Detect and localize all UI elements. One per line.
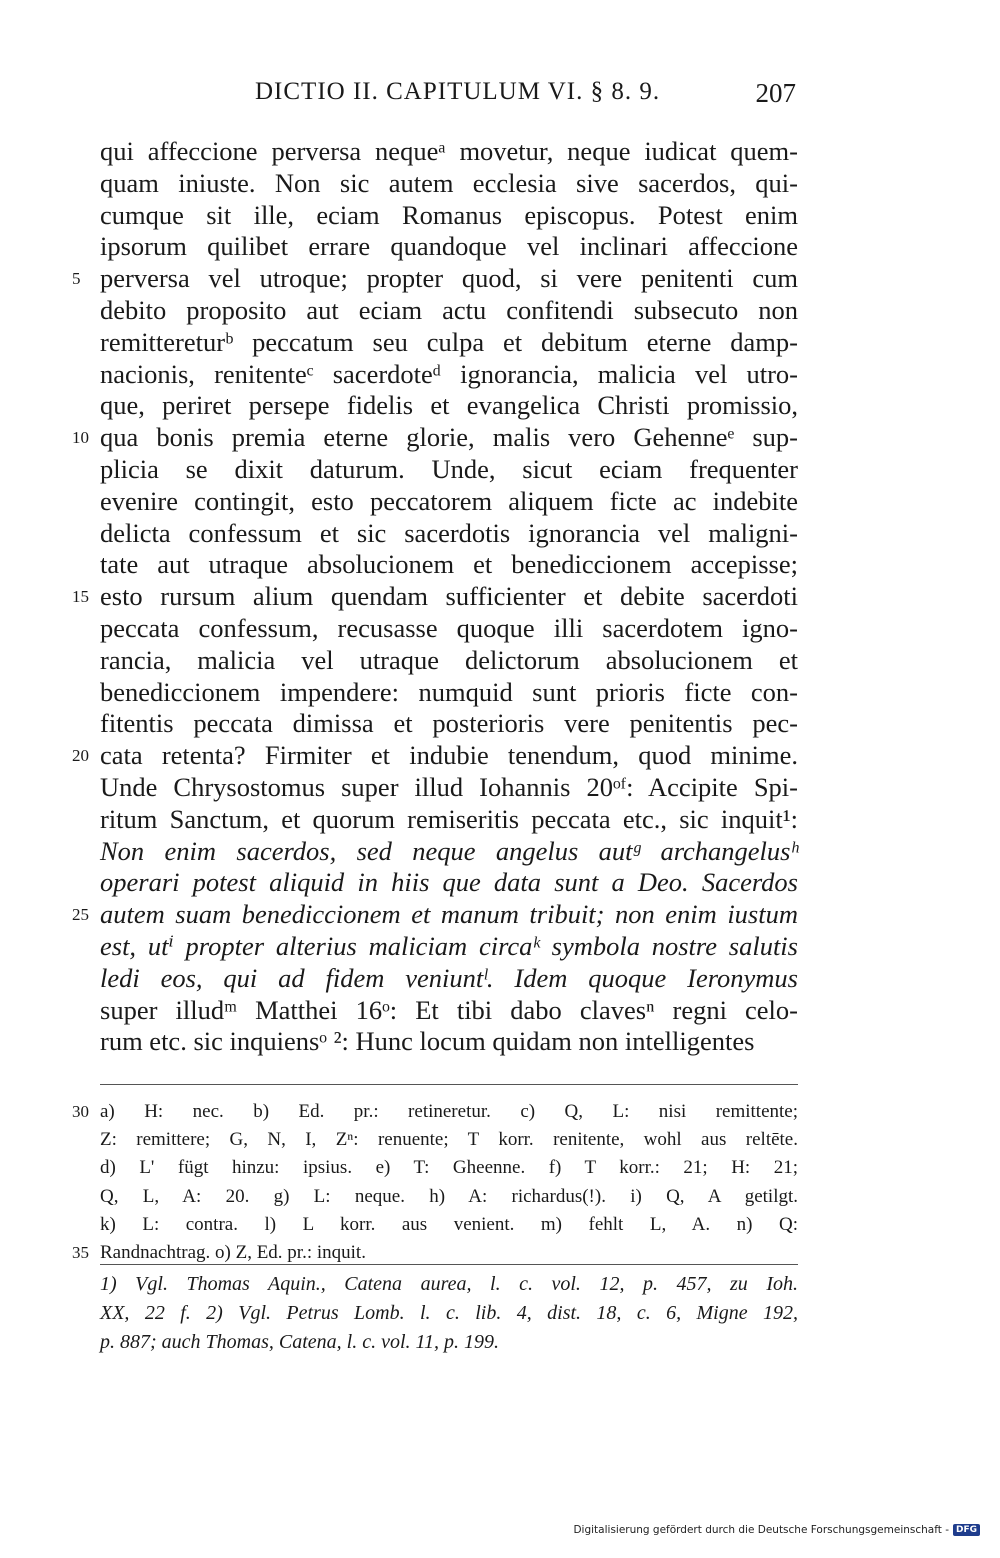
line-text: autem suam benediccionem et manum tribuit; non enim iustum [100, 899, 798, 930]
text-line [100, 231, 798, 263]
text-line [100, 390, 798, 422]
line-text: est, utⁱ propter alterius maliciam circaᵏ symbola nostre salutis [100, 930, 798, 961]
line-text: debito proposito aut eciam actu confitendi subsecuto non [100, 294, 798, 325]
line-text: rancia, malicia vel utraque delictorum absolucionem et [100, 644, 798, 675]
line-text: esto rursum alium quendam sufficienter et debite sacerdoti [100, 581, 798, 612]
footnote-divider [100, 1084, 798, 1085]
apparatus-text: Z: remittere; G, N, I, Zⁿ: renuente; T korr. renitente, wohl aus reltēte. [100, 1129, 798, 1151]
text-line [100, 613, 798, 645]
line-number: 10 [72, 428, 89, 448]
text-line [100, 645, 798, 677]
apparatus-text: a) H: nec. b) Ed. pr.: retineretur. c) Q, L: nisi remittente; [100, 1101, 798, 1122]
text-line [100, 708, 798, 740]
line-text: benediccionem impendere: numquid sunt prioris ficte con- [100, 676, 798, 707]
text-line [100, 168, 798, 200]
text-line [100, 549, 798, 581]
line-text: tate aut utraque absolucionem et benediccionem accepisse; [100, 549, 798, 580]
critical-apparatus [72, 1098, 798, 1267]
line-text: quam iniuste. Non sic autem ecclesia sive sacerdos, qui- [100, 167, 798, 198]
line-text: nacionis, renitenteᶜ sacerdoteᵈ ignorancia, malicia vel utro- [100, 358, 798, 389]
source-divider [100, 1264, 798, 1265]
line-text: que, periret persepe fidelis et evangelica Christi promissio, [100, 390, 798, 421]
text-line [100, 931, 798, 963]
text-line [100, 772, 798, 804]
apparatus-line [100, 1126, 798, 1154]
line-number: 15 [72, 587, 89, 607]
text-line [100, 804, 798, 836]
text-line [72, 581, 798, 613]
text-line [100, 327, 798, 359]
text-line [100, 518, 798, 550]
credit-text: Digitalisierung gefördert durch die Deutsche Forschungsgemeinschaft - [573, 1524, 949, 1536]
line-text: rum etc. sic inquiensᵒ ²: Hunc locum quidam non intelligentes [100, 1026, 755, 1057]
line-text: cata retenta? Firmiter et indubie tenendum, quod minime. [100, 740, 798, 771]
page-header [100, 78, 796, 118]
text-line [100, 359, 798, 391]
line-text: ledi eos, qui ad fidem veniuntˡ. Idem quoque Ieronymus [100, 962, 798, 993]
text-line [100, 995, 798, 1027]
line-text: delicta confessum et sic sacerdotis ignorancia vel maligni- [100, 517, 798, 548]
text-line [100, 867, 798, 899]
line-text: qua bonis premia eterne glorie, malis vero Gehenneᵉ sup- [100, 422, 798, 453]
line-text: Non enim sacerdos, sed neque angelus autᵍ archangelusʰ [100, 835, 798, 866]
page-number: 207 [755, 78, 796, 108]
text-line [100, 454, 798, 486]
source-line: 1) Vgl. Thomas Aquin., Catena aurea, l. c. vol. 12, p. 457, zu Ioh. [100, 1273, 798, 1295]
text-line [72, 263, 798, 295]
line-text: peccata confessum, recusasse quoque illi sacerdotem igno- [100, 612, 798, 643]
apparatus-line [100, 1154, 798, 1182]
text-line [100, 836, 798, 868]
text-line [100, 295, 798, 327]
text-line [72, 422, 798, 454]
line-text: perversa vel utroque; propter quod, si vere penitenti cum [100, 263, 798, 294]
text-line [100, 486, 798, 518]
line-text: super illudᵐ Matthei 16ᵒ: Et tibi dabo clavesⁿ regni celo- [100, 994, 798, 1025]
line-text: ipsorum quilibet errare quandoque vel inclinari affeccione [100, 231, 798, 262]
line-number: 5 [72, 269, 81, 289]
apparatus-line [100, 1183, 798, 1211]
line-text: ritum Sanctum, et quorum remiseritis peccata etc., sic inquit¹: [100, 803, 798, 834]
line-text: cumque sit ille, eciam Romanus episcopus. Potest enim [100, 199, 798, 230]
line-text: remittereturᵇ peccatum seu culpa et debitum eterne damp- [100, 326, 798, 357]
source-line: XX, 22 f. 2) Vgl. Petrus Lomb. l. c. lib. 4, dist. 18, c. 6, Migne 192, [100, 1302, 798, 1324]
text-line [100, 136, 798, 168]
text-line [100, 677, 798, 709]
line-number: 20 [72, 746, 89, 766]
apparatus-line [100, 1211, 798, 1239]
line-text: plicia se dixit daturum. Unde, sicut eciam frequenter [100, 453, 798, 484]
line-text: qui affeccione perversa nequeᵃ movetur, neque iudicat quem- [100, 136, 798, 166]
dfg-logo-icon: DFG [953, 1524, 980, 1536]
line-text: Unde Chrysostomus super illud Iohannis 20ᵒᶠ: Accipite Spi- [100, 771, 798, 802]
text-line [72, 899, 798, 931]
line-number: 25 [72, 905, 89, 925]
text-line [100, 963, 798, 995]
line-text: evenire contingit, esto peccatorem aliquem ficte ac indebite [100, 485, 798, 516]
apparatus-text: Q, L, A: 20. g) L: neque. h) A: richardus(!). i) Q, A getilgt. [100, 1185, 798, 1207]
text-line [100, 1026, 798, 1058]
line-number: 35 [72, 1242, 89, 1262]
text-line [100, 200, 798, 232]
line-text: fitentis peccata dimissa et posterioris vere penitentis pec- [100, 708, 798, 739]
apparatus-text: d) L' fügt hinzu: ipsius. e) T: Gheenne. f) T korr.: 21; H: 21; [100, 1157, 798, 1179]
source-notes [100, 1270, 798, 1357]
apparatus-text: k) L: contra. l) L korr. aus venient. m) fehlt L, A. n) Q: [100, 1213, 798, 1235]
digitization-credit [573, 1524, 980, 1536]
line-number: 30 [72, 1102, 89, 1121]
line-text: operari potest aliquid in hiis que data sunt a Deo. Sacerdos [100, 867, 798, 898]
apparatus-text: Randnachtrag. o) Z, Ed. pr.: inquit. [100, 1241, 366, 1263]
apparatus-line [72, 1098, 798, 1126]
main-text [72, 136, 798, 1058]
running-title: DICTIO II. CAPITULUM VI. § 8. 9. [255, 78, 661, 105]
source-line: p. 887; auch Thomas, Catena, l. c. vol. 11, p. 199. [100, 1331, 500, 1353]
apparatus-line [72, 1239, 798, 1267]
text-line [72, 740, 798, 772]
